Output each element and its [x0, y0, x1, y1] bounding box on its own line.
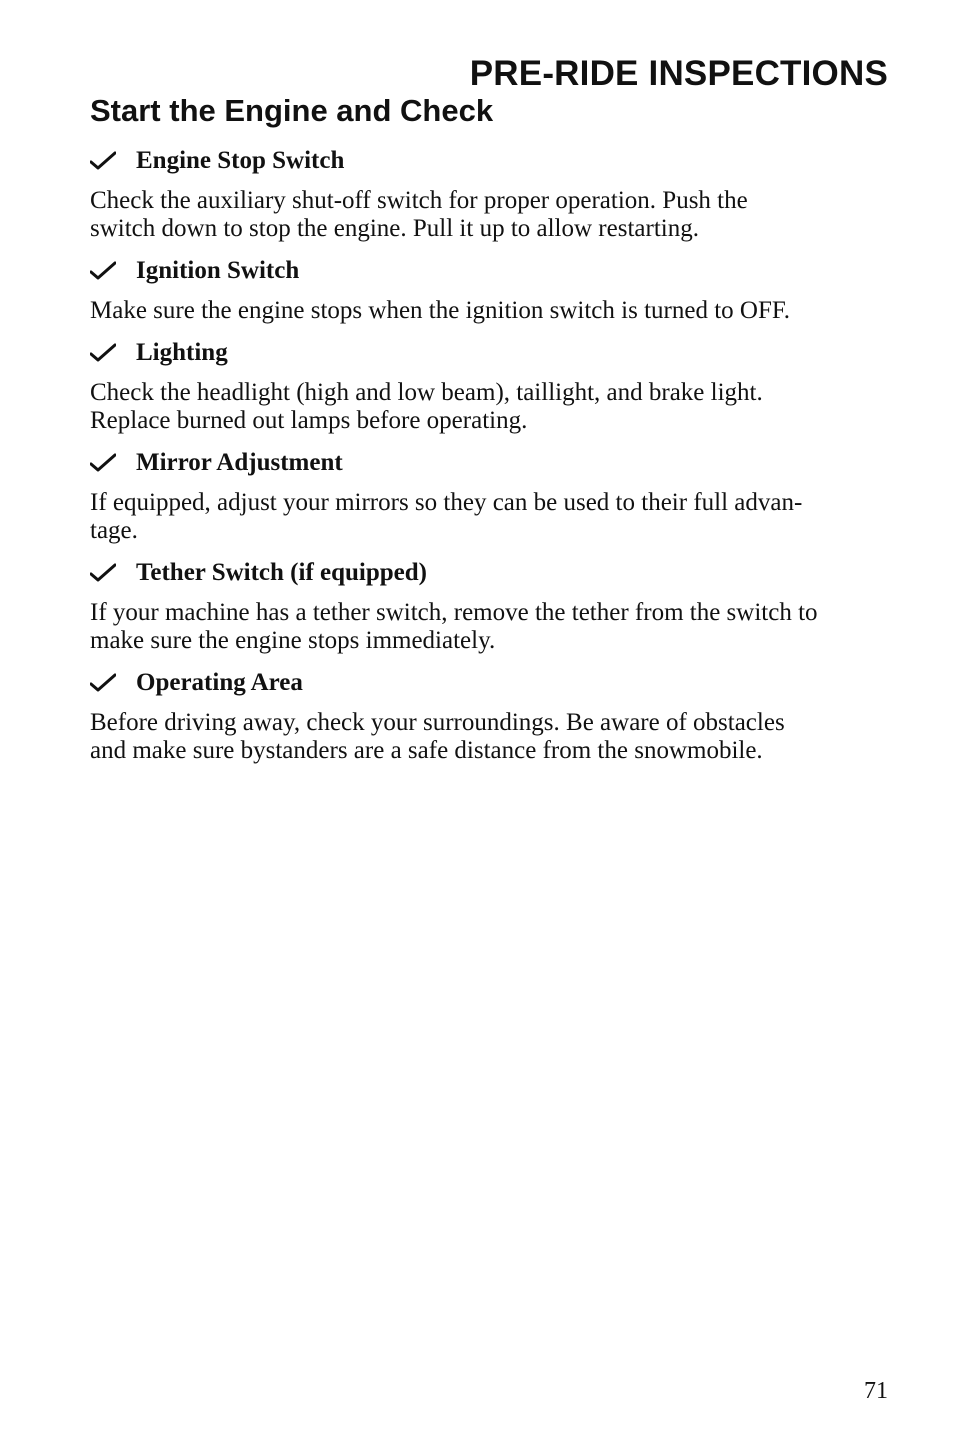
description-line: tage. [90, 517, 138, 544]
checklist-item-title: Operating Area [136, 669, 303, 696]
checklist-item-heading [90, 336, 890, 370]
check-mark-icon [90, 452, 116, 474]
checklist-item-mirror-adjustment [90, 446, 890, 545]
chapter-title: PRE-RIDE INSPECTIONS [469, 54, 888, 93]
page-number: 71 [864, 1378, 888, 1404]
checklist-item-description [90, 187, 890, 243]
description-line: Before driving away, check your surroundings. Be aware of obstacles [90, 709, 785, 736]
checklist-item-operating-area [90, 666, 890, 765]
checklist-item-title: Tether Switch (if equipped) [136, 559, 428, 586]
description-line: If equipped, adjust your mirrors so they can be used to their full advan- [90, 489, 803, 516]
checklist-item-description [90, 599, 890, 655]
checklist-item-heading [90, 144, 890, 178]
description-line: switch down to stop the engine. Pull it up to allow restarting. [90, 215, 699, 242]
check-mark-icon [90, 562, 116, 584]
checklist-item-description [90, 489, 890, 545]
checklist-item-heading [90, 446, 890, 480]
checklist [90, 144, 890, 776]
checklist-item-description [90, 297, 890, 325]
checklist-item-description [90, 379, 890, 435]
description-line: Check the auxiliary shut-off switch for proper operation. Push the [90, 187, 748, 214]
checklist-item-heading [90, 666, 890, 700]
description-line: Make sure the engine stops when the ignition switch is turned to OFF. [90, 297, 790, 324]
checklist-item-heading [90, 556, 890, 590]
check-mark-icon [90, 150, 116, 172]
description-line: and make sure bystanders are a safe distance from the snowmobile. [90, 737, 763, 764]
checklist-item-heading [90, 254, 890, 288]
checklist-item-title: Lighting [136, 339, 228, 366]
checklist-item-tether-switch [90, 556, 890, 655]
check-mark-icon [90, 342, 116, 364]
section-title: Start the Engine and Check [90, 93, 494, 128]
checklist-item-title: Ignition Switch [136, 257, 300, 284]
description-line: If your machine has a tether switch, remove the tether from the switch to [90, 599, 818, 626]
checklist-item-title: Engine Stop Switch [136, 147, 345, 174]
checklist-item-ignition-switch [90, 254, 890, 325]
checklist-item-title: Mirror Adjustment [136, 449, 343, 476]
description-line: make sure the engine stops immediately. [90, 627, 496, 654]
check-mark-icon [90, 260, 116, 282]
checklist-item-engine-stop-switch [90, 144, 890, 243]
description-line: Check the headlight (high and low beam), taillight, and brake light. [90, 379, 763, 406]
description-line: Replace burned out lamps before operating. [90, 407, 528, 434]
checklist-item-description [90, 709, 890, 765]
check-mark-icon [90, 672, 116, 694]
checklist-item-lighting [90, 336, 890, 435]
